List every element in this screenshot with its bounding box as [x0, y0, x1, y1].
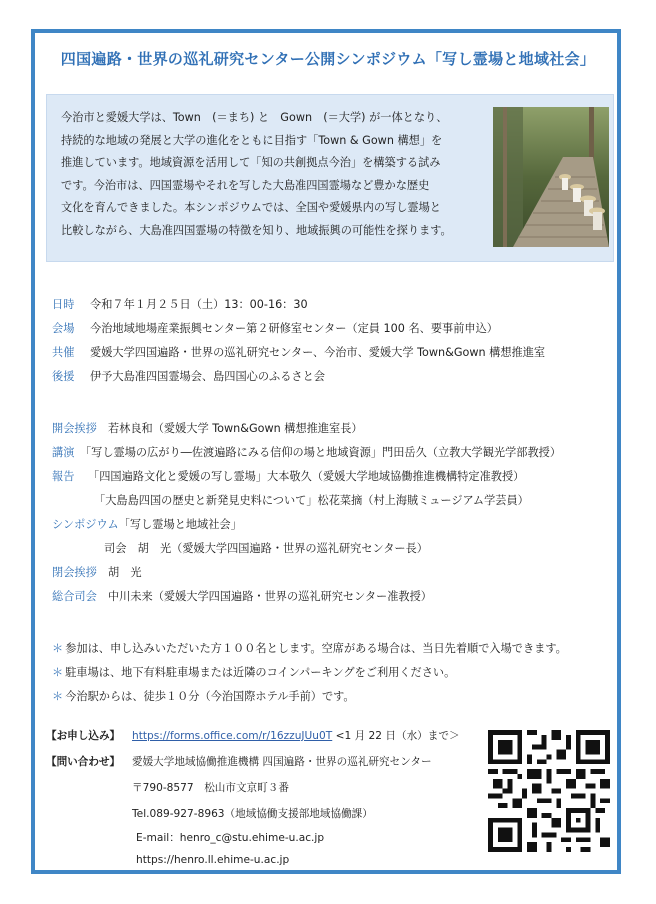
support-label: 後援: [52, 370, 75, 383]
date-value: 令和７年１月２５日（土）13：00-16：30: [90, 298, 308, 311]
pilgrims-photo: [493, 107, 609, 247]
intro-line: 今治市と愛媛大学は、Town (＝まち) と Gown (＝大学) が一体となり、: [61, 111, 448, 124]
program-opening: [52, 420, 363, 436]
note-item: [52, 688, 355, 704]
lecture-label: 講演: [52, 446, 75, 459]
intro-line: 文化を育んできました。本シンポジウムでは、全国や愛媛県内の写し霊場と: [61, 201, 441, 215]
moderator-value: 司会 胡 光（愛媛大学四国遍路・世界の巡礼研究センター長）: [104, 542, 428, 555]
qr-code-icon[interactable]: [488, 730, 610, 852]
intro-box: [46, 94, 614, 262]
program-mc: [52, 588, 432, 604]
support-value: 伊予大島准四国霊場会、島四国心のふるさと会: [90, 370, 325, 383]
report-label: 報告: [52, 470, 75, 483]
venue-value: 今治地域地場産業振興センター第２研修室センター（定員 100 名、要事前申込）: [90, 322, 498, 335]
mc-label: 総合司会: [52, 590, 97, 603]
note-text: 今治駅からは、徒歩１０分（今治国際ホテル手前）です。: [65, 690, 355, 703]
apply-row: [132, 728, 460, 743]
program-report-2: [94, 492, 529, 508]
contact-address: 〒790-8577 松山市文京町３番: [132, 782, 289, 794]
program-moderator: [104, 540, 428, 556]
contact-tel: Tel.089-927-8963（地域協働支援部地域協働課）: [132, 808, 373, 820]
closing-value: 胡 光: [107, 566, 142, 579]
cohost-value: 愛媛大学四国遍路・世界の巡礼研究センター、今治市、愛媛大学 Town&Gown 構想推進室: [90, 346, 546, 359]
mc-value: 中川未来（愛媛大学四国遍路・世界の巡礼研究センター准教授）: [107, 590, 432, 603]
symposium-value: 「写し霊場と地域社会」: [118, 518, 242, 531]
venue-label: 会場: [52, 322, 75, 335]
report-value-2: 「大島島四国の歴史と新発見史料について」松花菜摘（村上海賊ミュージアム学芸員）: [94, 494, 529, 507]
note-item: [52, 640, 567, 656]
note-mark: ＊: [52, 666, 64, 679]
apply-link[interactable]: https://forms.office.com/r/16zzuJUu0T: [132, 730, 333, 742]
intro-line: 推進しています。地域資源を活用して「知の共創拠点今治」を構築する試み: [61, 156, 441, 170]
pilgrims-photo-image: [493, 107, 609, 247]
program-lecture: [52, 444, 561, 460]
program-symposium: [52, 516, 242, 532]
contact-org: 愛媛大学地域協働推進機構 四国遍路・世界の巡礼研究センター: [132, 756, 432, 768]
symposium-label: シンポジウム: [52, 518, 119, 531]
intro-line: 比較しながら、大島准四国霊場の特徴を知り、地域振興の可能性を探ります。: [61, 223, 452, 237]
closing-label: 閉会挨拶: [52, 566, 97, 579]
note-text: 駐車場は、地下有料駐車場または近隣のコインパーキングをご利用ください。: [65, 666, 456, 679]
intro-line: 持続的な地域の発展と大学の進化をともに目指す「Town & Gown 構想」を: [61, 133, 443, 147]
note-mark: ＊: [52, 690, 64, 703]
cohost-label: 共催: [52, 346, 75, 359]
apply-deadline: <1 月 22 日（水）まで＞: [335, 730, 460, 742]
page-title: 四国遍路・世界の巡礼研究センター公開シンポジウム「写し霊場と地域社会」: [60, 50, 596, 68]
contact-email[interactable]: E-mail：henro_c@stu.ehime-u.ac.jp: [136, 832, 325, 844]
info-date: [52, 294, 308, 316]
opening-label: 開会挨拶: [52, 422, 97, 435]
program-closing: [52, 564, 142, 580]
program-report: [52, 468, 524, 484]
intro-text: [61, 107, 491, 243]
info-venue: [52, 318, 498, 340]
inquiry-label: 【問い合わせ】: [46, 756, 121, 768]
date-label: 日時: [52, 298, 75, 311]
intro-line: です。今治市は、四国霊場やそれを写した大島准四国霊場など豊かな歴史: [61, 178, 430, 192]
info-support: [52, 366, 325, 388]
info-cohost: [52, 342, 545, 364]
opening-value: 若林良和（愛媛大学 Town&Gown 構想推進室長）: [107, 422, 363, 435]
apply-label: 【お申し込み】: [46, 730, 121, 742]
contact-web[interactable]: https://henro.ll.ehime-u.ac.jp: [136, 854, 290, 866]
lecture-value: 「写し霊場の広がり―佐渡遍路にみる信仰の場と地域資源」門田岳久（立教大学観光学部教授）: [85, 446, 562, 459]
note-text: 参加は、申し込みいただいた方１００名とします。空席がある場合は、当日先着順で入場できます。: [65, 642, 567, 655]
note-mark: ＊: [52, 642, 64, 655]
note-item: [52, 664, 455, 680]
report-value-1: 「四国遍路文化と愛媛の写し霊場」大本敬久（愛媛大学地域協働推進機構特定准教授）: [88, 470, 525, 483]
